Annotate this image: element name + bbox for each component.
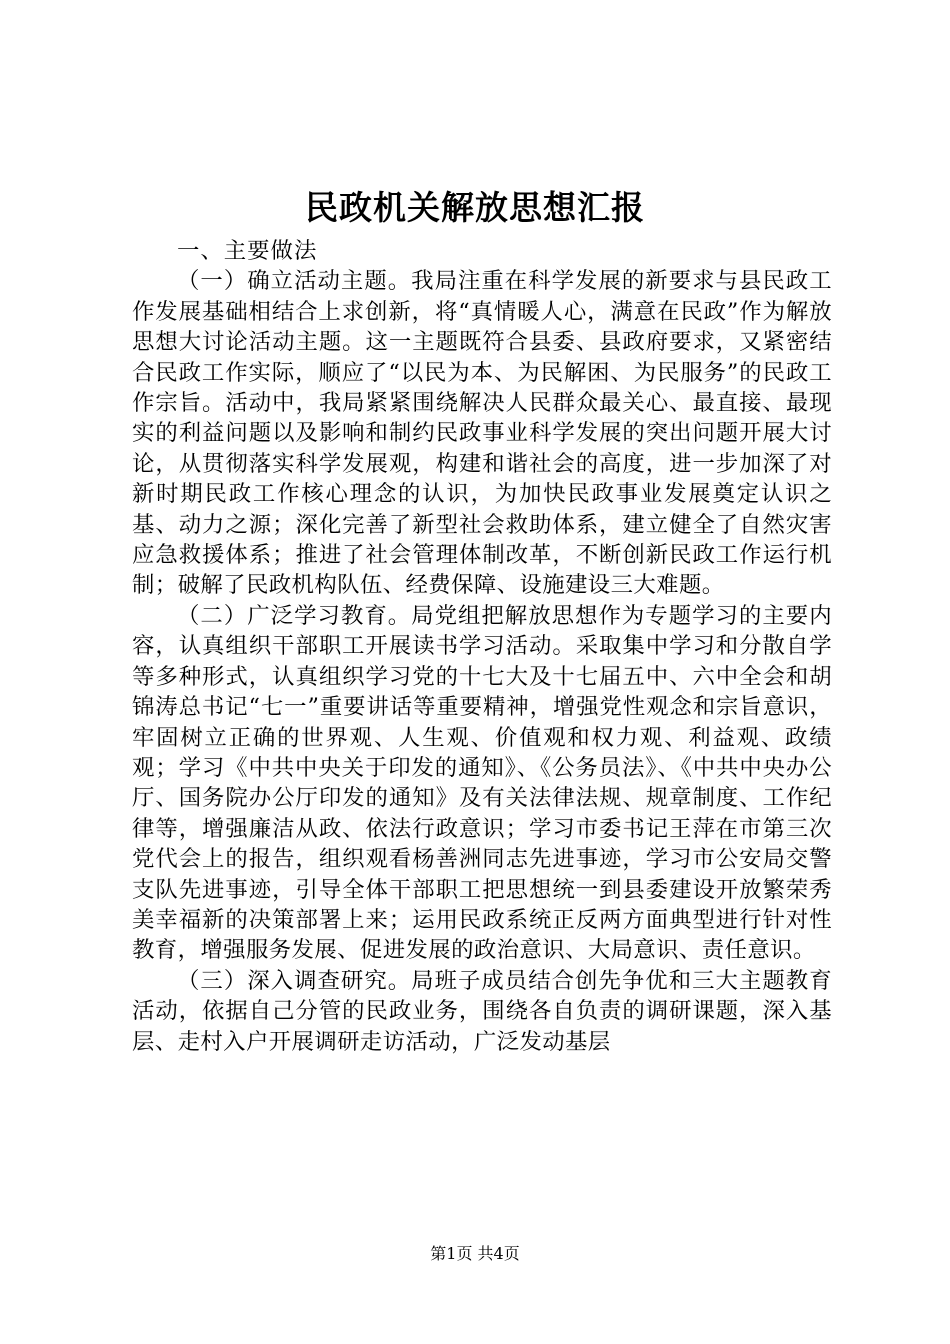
section-heading: 一、主要做法 [177,238,318,264]
page-footer: 第1页 共4页 [430,1244,520,1263]
document-title: 民政机关解放思想汇报 [305,188,645,227]
paragraph-1: （一）确立活动主题。我局注重在科学发展的新要求与县民政工作发展基础相结合上求创新，将“真情暖人心，满意在民政”作为解放思想大讨论活动主题。这一主题既符合县委、县政府要求，又紧密结合民政工作实际，顺应了“以民为本、为民解困、为民服务”的民政工作宗旨。活动中，我局紧紧围绕解决人民群众最关心、最直接、最现实的利益问题以及影响和制约民政事业科学发展的突出问题开展大讨论，从贯彻落实科学发展观，构建和谐社会的高度，进一步加深了对新时期民政工作核心理念的认识，为加快民政事业发展奠定认识之基、动力之源；深化完善了新型社会救助体系，建立健全了自然灾害应急救援体系；推进了社会管理体制改革，不断创新民政工作运行机制；破解了民政机构队伍、经费保障、设施建设三大难题。 [132,268,832,599]
paragraph-2: （二）广泛学习教育。局党组把解放思想作为专题学习的主要内容，认真组织干部职工开展读书学习活动。采取集中学习和分散自学等多种形式，认真组织学习党的十七大及十七届五中、六中全会和胡锦涛总书记“七一”重要讲话等重要精神，增强党性观念和宗旨意识，牢固树立正确的世界观、人生观、价值观和权力观、利益观、政绩观；学习《中共中央关于印发的通知》、《公务员法》、《中共中央办公厅、国务院办公厅印发的通知》及有关法律法规、规章制度、工作纪律等，增强廉洁从政、依法行政意识；学习市委书记王萍在市第三次党代会上的报告，组织观看杨善洲同志先进事迹，学习市公安局交警支队先进事迹，引导全体干部职工把思想统一到县委建设开放繁荣秀美幸福新的决策部署上来；运用民政系统正反两方面典型进行针对性教育，增强服务发展、促进发展的政治意识、大局意识、责任意识。 [132,602,832,964]
paragraph-3: （三）深入调查研究。局班子成员结合创先争优和三大主题教育活动，依据自己分管的民政业务，围绕各自负责的调研课题，深入基层、走村入户开展调研走访活动，广泛发动基层 [132,967,832,1055]
document-body [132,236,832,1057]
